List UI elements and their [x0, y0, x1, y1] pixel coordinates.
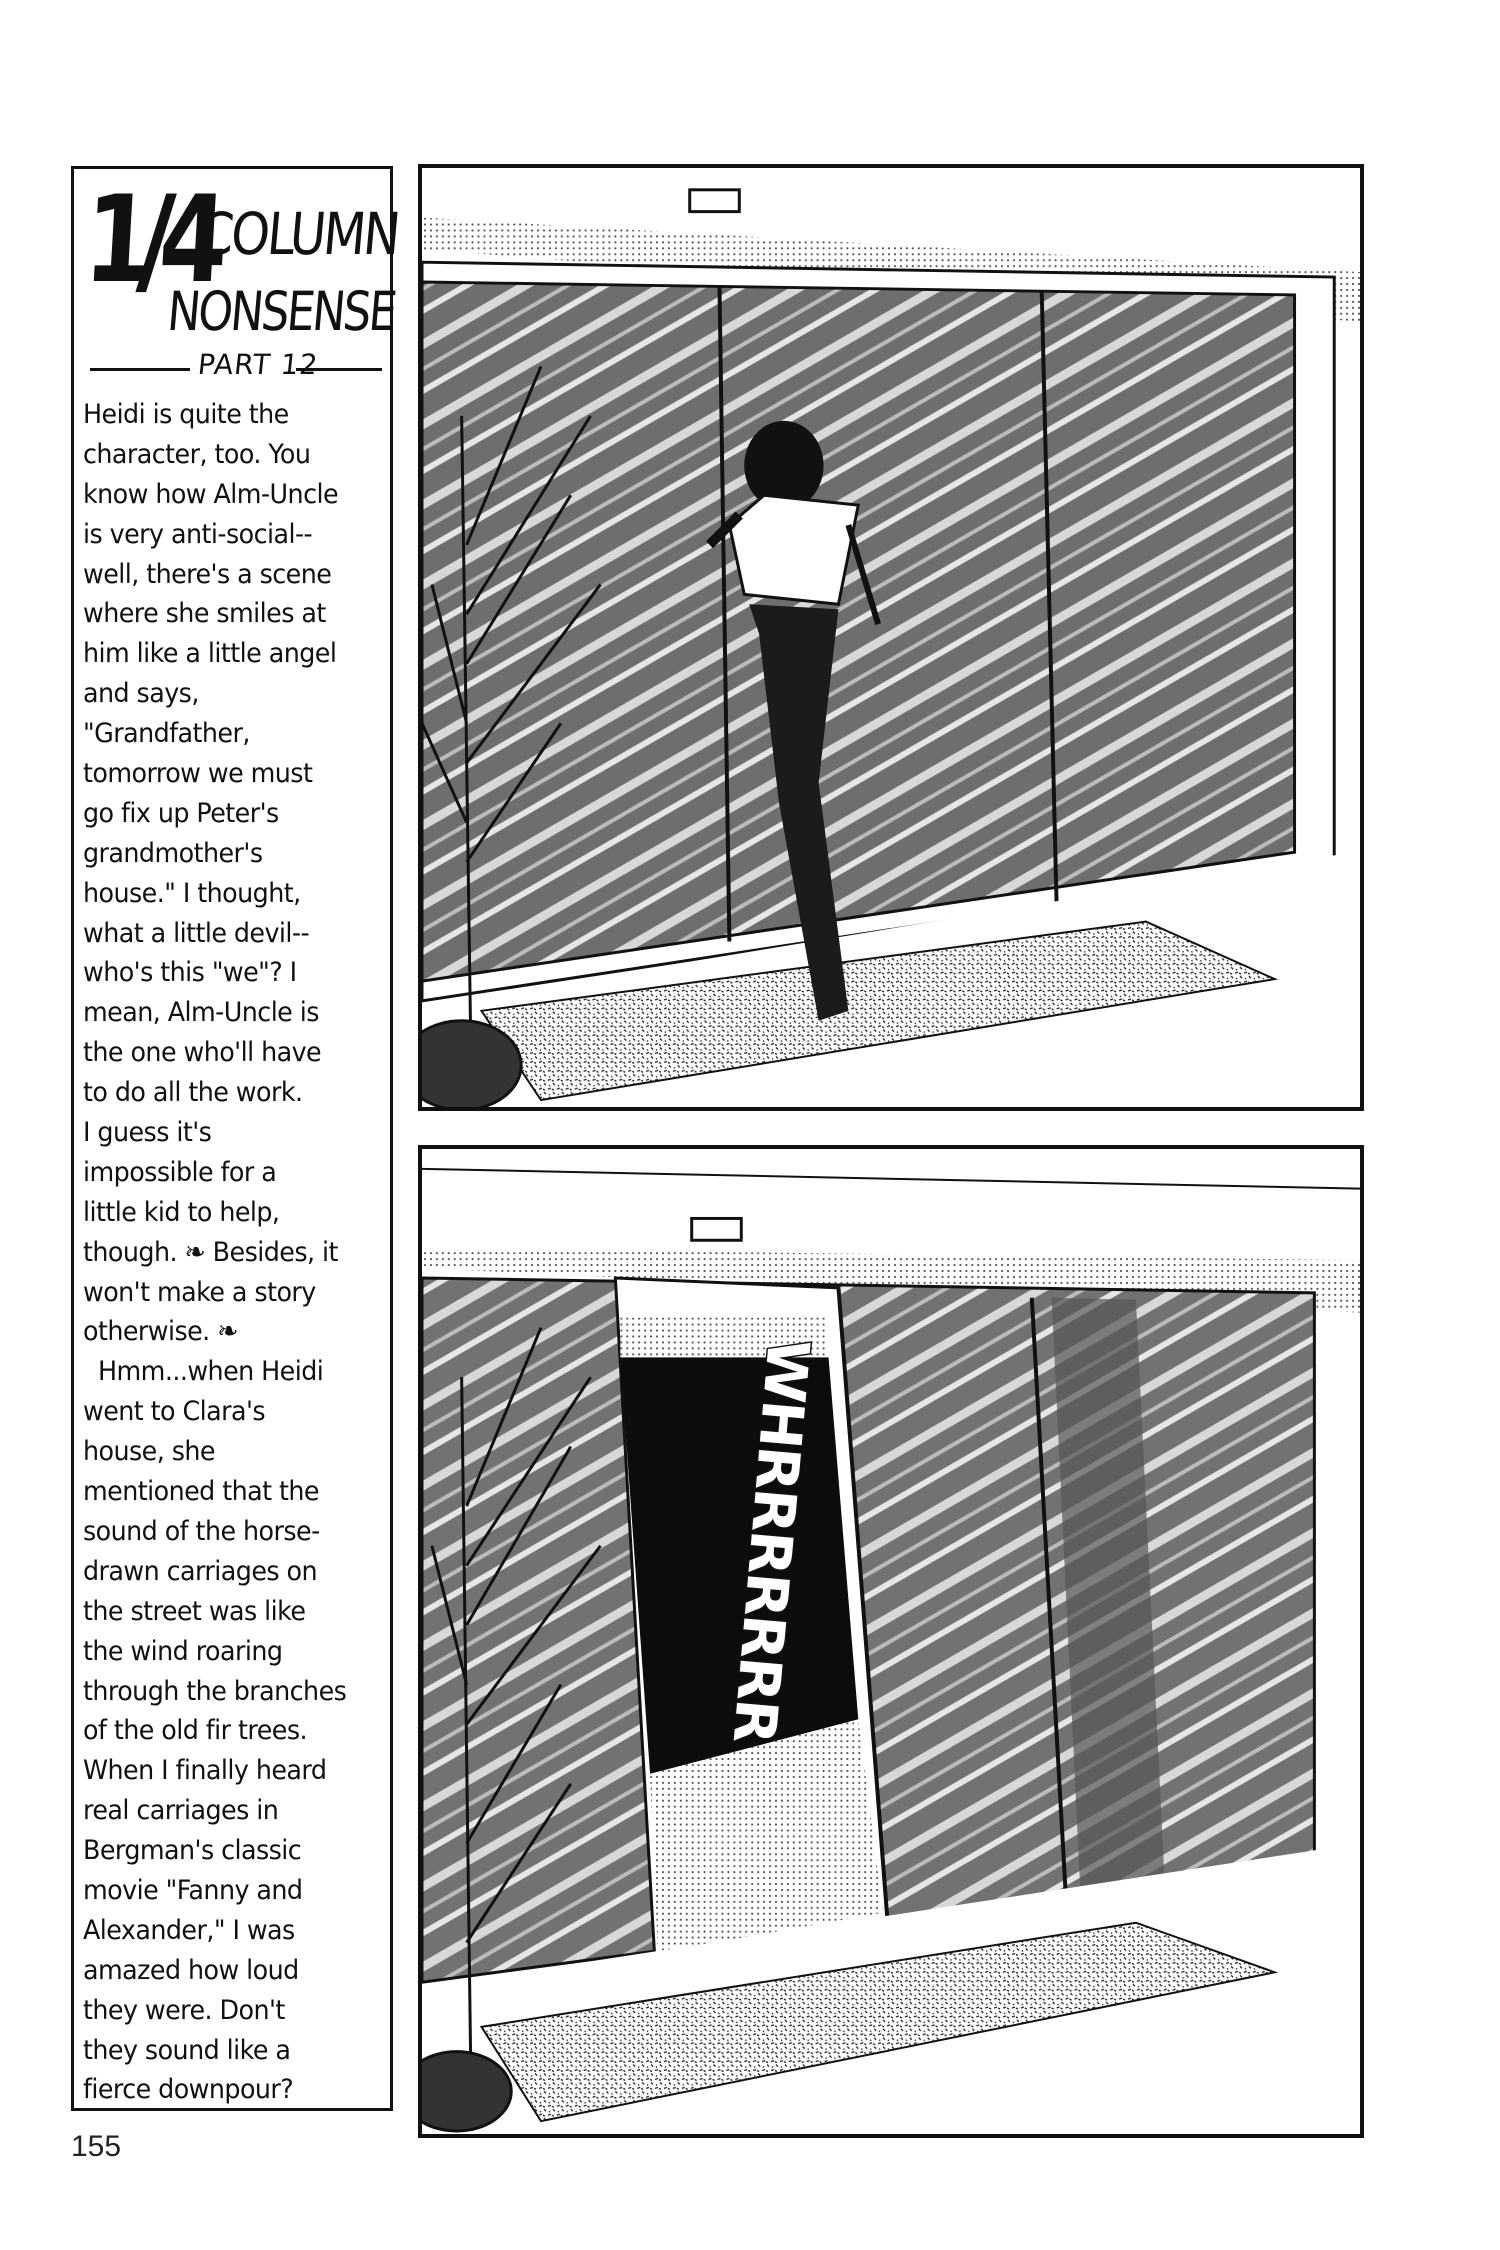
column-body-line: real carriages in: [83, 1795, 279, 1827]
column-body-line: the street was like: [83, 1595, 306, 1627]
panel-top-entrance: [418, 164, 1364, 1111]
column-title-word-2: NONSENSE: [165, 280, 398, 343]
panel-bottom-entrance: [418, 1145, 1364, 2138]
column-body-line: Hmm...when Heidi: [83, 1356, 324, 1388]
column-fraction: 1/4: [80, 171, 218, 310]
column-body-line: otherwise. ❧: [83, 1316, 238, 1348]
column-body-line: of the old fir trees.: [83, 1715, 308, 1747]
page-number: 155: [71, 2130, 122, 2163]
column-body-line: drawn carriages on: [83, 1555, 318, 1587]
column-body-line: though. ❧ Besides, it: [83, 1236, 338, 1268]
column-body-line: where she smiles at: [83, 598, 326, 630]
column-body-line: Heidi is quite the: [83, 399, 289, 430]
column-body-line: won't make a story: [83, 1276, 316, 1308]
column-body-line: house, she: [83, 1436, 215, 1468]
column-body-line: went to Clara's: [83, 1396, 266, 1428]
column-body-line: know how Alm-Uncle: [83, 478, 339, 510]
column-body-line: character, too. You: [83, 438, 311, 470]
column-body-line: Alexander," I was: [83, 1914, 295, 1946]
column-body-line: house." I thought,: [83, 877, 301, 909]
entrance-illustration-bottom: [422, 1149, 1360, 2134]
entrance-illustration-top: [422, 168, 1360, 1107]
column-body-line: little kid to help,: [83, 1196, 280, 1228]
column-body-line: him like a little angel: [83, 638, 337, 670]
column-body-line: well, there's a scene: [83, 558, 332, 590]
column-body-line: to do all the work.: [83, 1077, 303, 1109]
column-body-line: is very anti-social--: [83, 518, 313, 550]
column-header: [74, 169, 401, 384]
column-body-line: mentioned that the: [83, 1476, 319, 1508]
column-body-line: fierce downpour?: [83, 2074, 294, 2106]
column-body-line: the one who'll have: [83, 1037, 322, 1069]
column-body-line: I guess it's: [83, 1117, 212, 1149]
column-body-line: they were. Don't: [83, 1994, 285, 2026]
part-rule-left: [90, 368, 190, 371]
column-body-line: sound of the horse-: [83, 1515, 320, 1547]
column-title-word-1: COLUMN: [196, 200, 401, 268]
column-body-line: go fix up Peter's: [83, 797, 279, 829]
column-body-line: what a little devil--: [83, 917, 310, 949]
column-body-line: and says,: [83, 678, 199, 710]
column-body-line: mean, Alm-Uncle is: [83, 997, 319, 1029]
column-body-line: "Grandfather,: [83, 718, 250, 750]
sound-effect-text: WHRRRRRRR: [719, 1336, 822, 1745]
column-body-line: amazed how loud: [83, 1954, 299, 1986]
part-rule-right: [296, 368, 382, 371]
column-body-line: the wind roaring: [83, 1635, 283, 1667]
column-body-line: When I finally heard: [83, 1755, 327, 1787]
column-part-label: PART 12: [196, 348, 321, 381]
column-body-line: they sound like a: [83, 2034, 291, 2066]
column-body-line: Bergman's classic: [83, 1835, 302, 1867]
column-body-line: through the branches: [83, 1675, 347, 1707]
column-box: [71, 166, 401, 2111]
column-body-line: who's this "we"? I: [83, 957, 297, 989]
column-body-line: impossible for a: [83, 1156, 277, 1188]
column-body-line: tomorrow we must: [83, 758, 313, 790]
column-body-line: grandmother's: [83, 837, 263, 869]
column-body-text: [83, 395, 383, 2110]
column-body-line: movie "Fanny and: [83, 1874, 303, 1906]
